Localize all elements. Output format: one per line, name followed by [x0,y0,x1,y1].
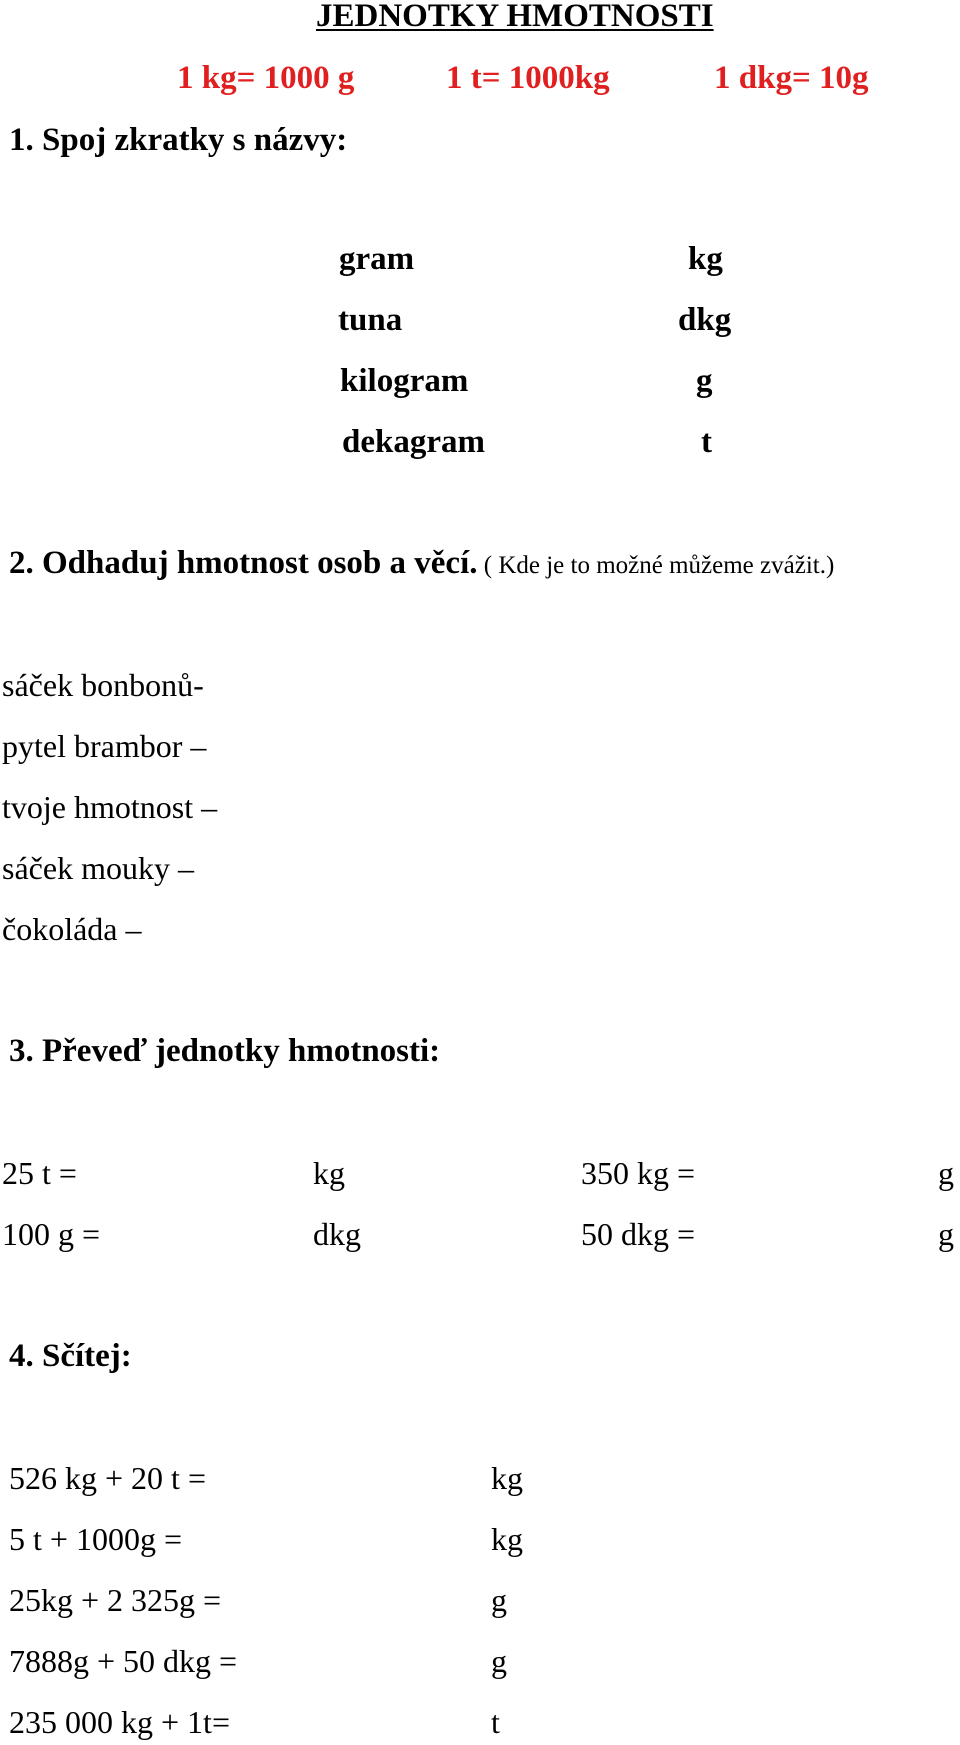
estimate-item: tvoje hmotnost – [2,789,218,825]
task1-heading: 1. Spoj zkratky s názvy: [9,122,348,158]
convert-left-expr: 100 g = [2,1216,101,1252]
unit-name-dekagram: dekagram [342,424,485,460]
unit-abbr-t: t [701,424,712,460]
page-title: JEDNOTKY HMOTNOSTI [316,0,714,34]
convert-left-expr: 25 t = [2,1155,77,1191]
unit-abbr-dkg: dkg [678,302,732,338]
sum-unit: g [491,1643,507,1679]
convert-right-expr: 50 dkg = [581,1216,696,1252]
convert-left-unit: kg [313,1155,345,1191]
task2-note: ( Kde je to možné můžeme zvážit.) [477,552,835,579]
sum-unit: kg [491,1521,523,1557]
unit-name-kilogram: kilogram [340,363,469,399]
convert-right-unit: g [938,1216,954,1252]
unit-abbr-kg: kg [688,241,723,277]
task2-heading [9,547,834,580]
sum-unit: t [491,1704,500,1740]
conversion-kg-g: 1 kg= 1000 g [177,60,355,96]
sum-expr: 7888g + 50 dkg = [9,1643,238,1679]
convert-right-unit: g [938,1155,954,1191]
sum-unit: g [491,1582,507,1618]
estimate-item: pytel brambor – [2,728,207,764]
convert-right-expr: 350 kg = [581,1155,696,1191]
estimate-item: sáček bonbonů- [2,667,204,703]
sum-expr: 235 000 kg + 1t= [9,1704,230,1740]
conversion-dkg-g: 1 dkg= 10g [714,60,869,96]
task2-heading-text: 2. Odhaduj hmotnost osob a věcí. [9,545,478,581]
unit-abbr-g: g [696,363,713,399]
convert-left-unit: dkg [313,1216,361,1252]
sum-expr: 5 t + 1000g = [9,1521,182,1557]
sum-expr: 526 kg + 20 t = [9,1460,206,1496]
unit-name-gram: gram [339,241,415,277]
sum-expr: 25kg + 2 325g = [9,1582,222,1618]
task4-heading: 4. Sčítej: [9,1338,132,1374]
estimate-item: čokoláda – [2,911,142,947]
conversion-t-kg: 1 t= 1000kg [446,60,610,96]
task3-heading: 3. Převeď jednotky hmotnosti: [9,1033,441,1069]
unit-name-tuna: tuna [338,302,403,338]
sum-unit: kg [491,1460,523,1496]
estimate-item: sáček mouky – [2,850,194,886]
